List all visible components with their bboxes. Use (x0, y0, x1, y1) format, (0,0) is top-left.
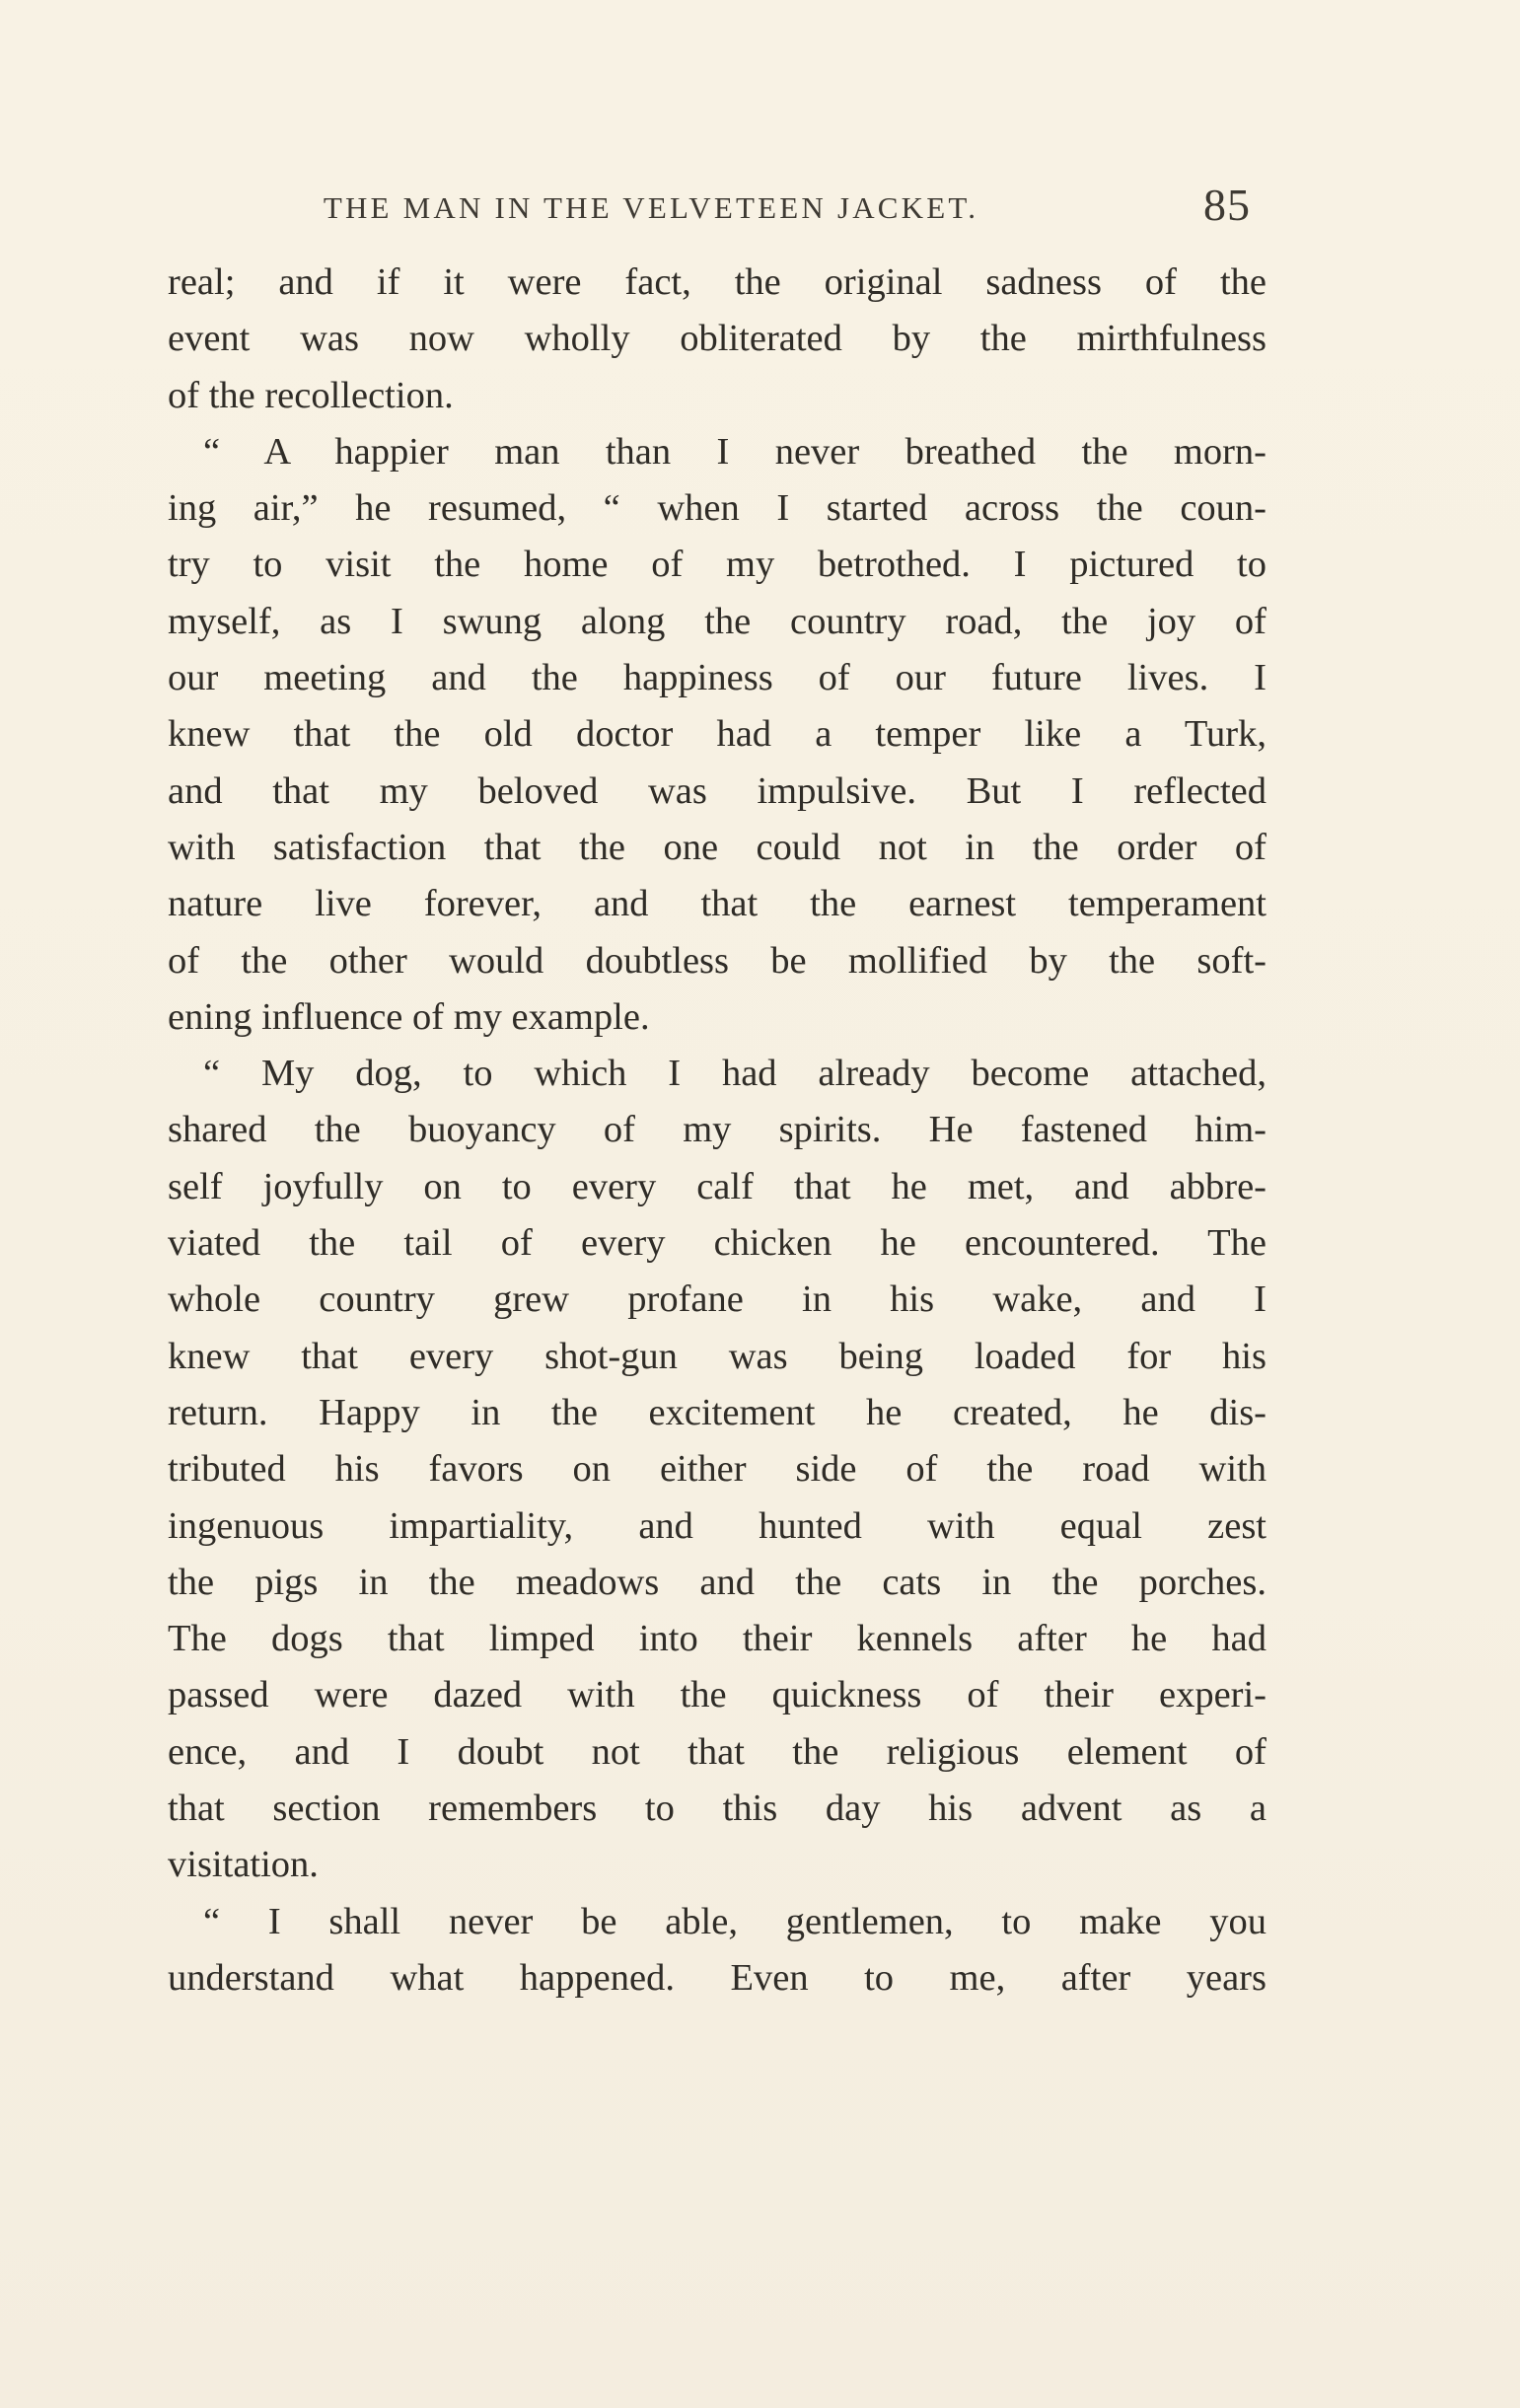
text-line: nature live forever, and that the earnest temperament (168, 883, 1267, 925)
text-line: real; and if it were fact, the original sadness of the (168, 261, 1267, 303)
running-title: THE MAN IN THE VELVETEEN JACKET. (323, 190, 979, 225)
body-text (168, 255, 1267, 2007)
text-line: ingenuous impartiality, and hunted with equal zest (168, 1504, 1267, 1547)
text-line: self joyfully on to every calf that he met, and abbre- (168, 1165, 1267, 1207)
text-line: tributed his favors on either side of the road with (168, 1448, 1267, 1491)
text-line: “ My dog, to which I had already become attached, (203, 1053, 1267, 1095)
text-line: The dogs that limped into their kennels after he had (168, 1618, 1267, 1660)
text-line: ence, and I doubt not that the religious element of (168, 1730, 1267, 1773)
text-line: myself, as I swung along the country road, the joy of (168, 600, 1267, 642)
text-line: that section remembers to this day his advent as a (168, 1788, 1267, 1830)
text-line: whole country grew profane in his wake, and I (168, 1278, 1267, 1321)
text-line: of the recollection. (168, 374, 454, 416)
text-line: and that my beloved was impulsive. But I reflected (168, 769, 1267, 812)
text-line: passed were dazed with the quickness of their experi- (168, 1674, 1267, 1716)
text-line: with satisfaction that the one could not in the order of (168, 826, 1267, 868)
text-line: our meeting and the happiness of our future lives. I (168, 657, 1267, 699)
text-line: knew that every shot-gun was being loaded for his (168, 1335, 1267, 1377)
text-line: knew that the old doctor had a temper like a Turk, (168, 713, 1267, 756)
text-line: visitation. (168, 1844, 319, 1886)
text-line: return. Happy in the excitement he created, he dis- (168, 1391, 1267, 1433)
text-line: ing air,” he resumed, “ when I started across the coun- (168, 487, 1267, 530)
text-line: “ I shall never be able, gentlemen, to make you (203, 1900, 1267, 1942)
text-line: event was now wholly obliterated by the mirthfulness (168, 318, 1267, 360)
text-line: of the other would doubtless be mollified by the soft- (168, 939, 1267, 982)
running-head (168, 181, 1251, 236)
text-line: ening influence of my example. (168, 995, 650, 1038)
text-line: viated the tail of every chicken he encountered. The (168, 1222, 1267, 1265)
page-number: 85 (1203, 180, 1251, 230)
text-line: try to visit the home of my betrothed. I pictured to (168, 544, 1267, 586)
text-line: “ A happier man than I never breathed the morn- (203, 430, 1267, 473)
text-line: understand what happened. Even to me, after years (168, 1956, 1267, 1999)
text-line: the pigs in the meadows and the cats in the porches. (168, 1561, 1267, 1603)
text-line: shared the buoyancy of my spirits. He fastened him- (168, 1109, 1267, 1151)
